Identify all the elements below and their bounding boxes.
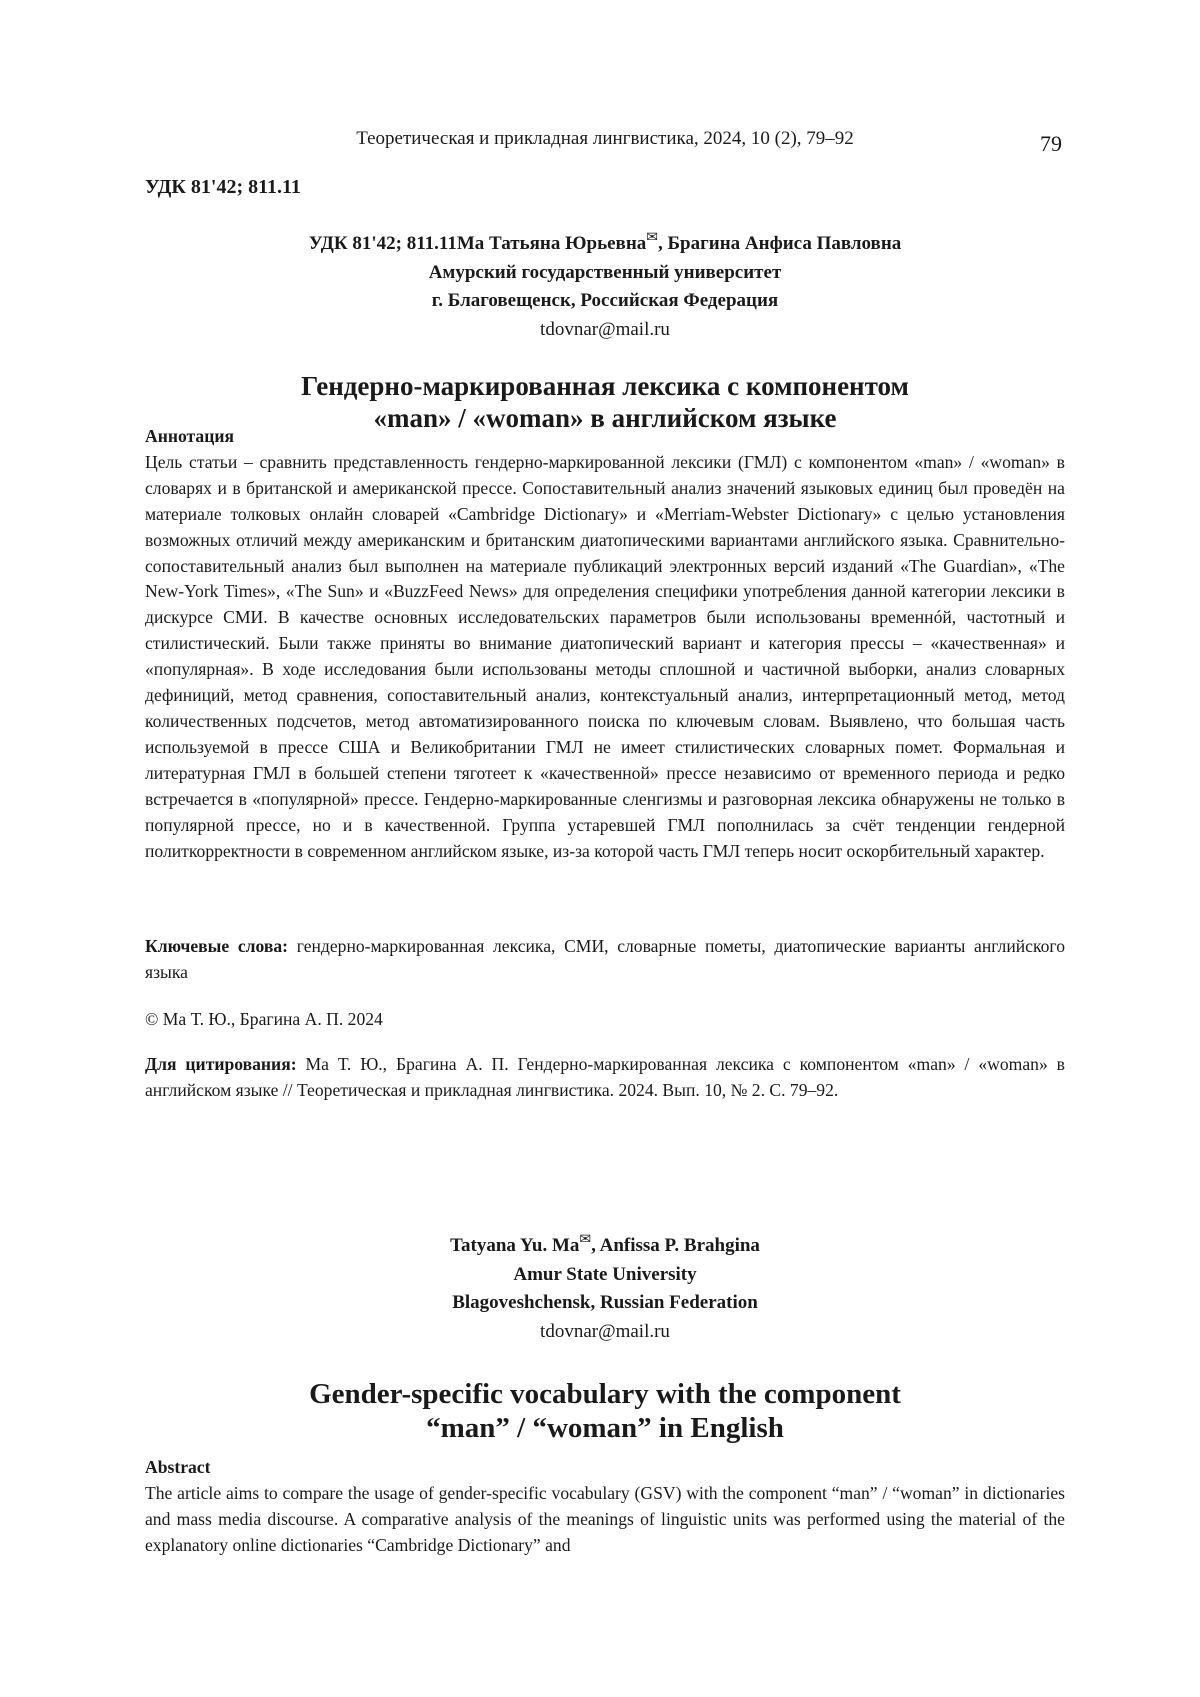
affiliation-ru: Амурский государственный университет	[428, 261, 782, 283]
author-name-1-ru: УДК 81'42; 811.11Ма Татьяна Юрьевна	[308, 233, 647, 254]
citation-label: Для цитирования:	[145, 1054, 297, 1074]
authors-line-en	[145, 1232, 1065, 1261]
authors-block-en	[145, 1232, 1065, 1346]
page-number: 79	[1040, 131, 1062, 156]
abstract-heading-ru: Аннотация	[145, 426, 234, 446]
title-en-line-2: “man” / “woman” in English	[426, 1412, 784, 1444]
keywords-text-ru: гендерно-маркированная лексика, СМИ, словарные пометы, диатопические варианты английского языка	[145, 936, 1065, 982]
article-title-en	[145, 1377, 1065, 1445]
affiliation-en: Amur State University	[513, 1263, 697, 1285]
city-ru: г. Благовещенск, Российская Федерация	[431, 290, 779, 311]
citation-text: Ма Т. Ю., Брагина А. П. Гендерно-маркированная лексика с компонентом «man» / «woman» в английском языке // Теоретическая и прикладная лингвистика. 2024. Вып. 10, № 2. С. 79–92.	[145, 1054, 1065, 1100]
author-name-2-ru: , Брагина Анфиса Павловна	[658, 233, 902, 254]
authors-block-ru	[145, 230, 1065, 344]
citation-ru	[145, 1052, 1065, 1104]
city-en: Blagoveshchensk, Russian Federation	[452, 1292, 758, 1313]
author-name-2-en: , Anfissa P. Brahgina	[591, 1235, 760, 1256]
envelope-icon: ✉	[646, 230, 658, 246]
email-ru[interactable]: tdovnar@mail.ru	[540, 318, 670, 340]
title-en-line-1: Gender-specific vocabulary with the component	[309, 1378, 901, 1410]
copyright: © Ма Т. Ю., Брагина А. П. 2024	[145, 1009, 383, 1029]
email-en[interactable]: tdovnar@mail.ru	[540, 1320, 670, 1342]
keywords-ru	[145, 934, 1065, 986]
title-ru-line-1: Гендерно-маркированная лексика с компонентом	[301, 371, 909, 401]
envelope-icon: ✉	[579, 1232, 592, 1248]
keywords-label-ru: Ключевые слова:	[145, 936, 289, 956]
title-ru-line-2: «man» / «woman» в английском языке	[373, 403, 837, 433]
abstract-heading-en: Abstract	[145, 1457, 211, 1477]
udk-code: УДК 81'42; 811.11	[145, 176, 301, 198]
abstract-ru	[145, 424, 1065, 864]
abstract-en	[145, 1455, 1065, 1559]
authors-line-ru	[145, 230, 1065, 259]
abstract-text-ru: Цель статьи – сравнить представленность гендерно-маркированной лексики (ГМЛ) с компонентом «man» / «woman» в словарях и в британской и американской прессе. Сопоставительный анализ значений языковых единиц был проведён на материале толковых онлайн словарей «Cambridge Dictionary» и «Merriam-Webster Dictionary» с целью установления возможных отличий между американским и британским диатопическими вариантами английского языка. Сравнительно-сопоставительный анализ был выполнен на материале публикаций электронных версий изданий «The Guardian», «The New-York Times», «The Sun» и «BuzzFeed News» для определения специфики употребления данной категории лексики в дискурсе СМИ. В качестве основных исследовательских параметров были использованы временнóй, частотный и стилистический. Были также приняты во внимание диатопический вариант и категория прессы – «качественная» и «популярная». В ходе исследования были использованы методы сплошной и частичной выборки, анализ словарных дефиниций, метод сравнения, сопоставительный анализ, контекстуальный анализ, интерпретационный метод, метод количественных подсчетов, метод автоматизированного поиска по ключевым словам. Выявлено, что большая часть используемой в прессе США и Великобритании ГМЛ не имеет стилистических словарных помет. Формальная и литературная ГМЛ в большей степени тяготеет к «качественной» прессе независимо от временного периода и редко встречается в «популярной» прессе. Гендерно-маркированные сленгизмы и разговорная лексика обнаружены не только в популярной прессе, но и в качественной. Группа устаревшей ГМЛ пополнилась за счёт тенденции гендерной политкорректности в современном английском языке, из-за которой часть ГМЛ теперь носит оскорбительный характер.	[145, 451, 1065, 861]
author-name-1-en: Tatyana Yu. Ma	[450, 1235, 580, 1256]
abstract-text-en: The article aims to compare the usage of gender-specific vocabulary (GSV) with the component “man” / “woman” in dictionaries and mass media discourse. A comparative analysis of the meanings of linguistic units was performed using the material of the explanatory online dictionaries “Cambridge Dictionary” and	[145, 1482, 1065, 1555]
running-head: Теоретическая и прикладная лингвистика, 2024, 10 (2), 79–92	[356, 128, 854, 149]
